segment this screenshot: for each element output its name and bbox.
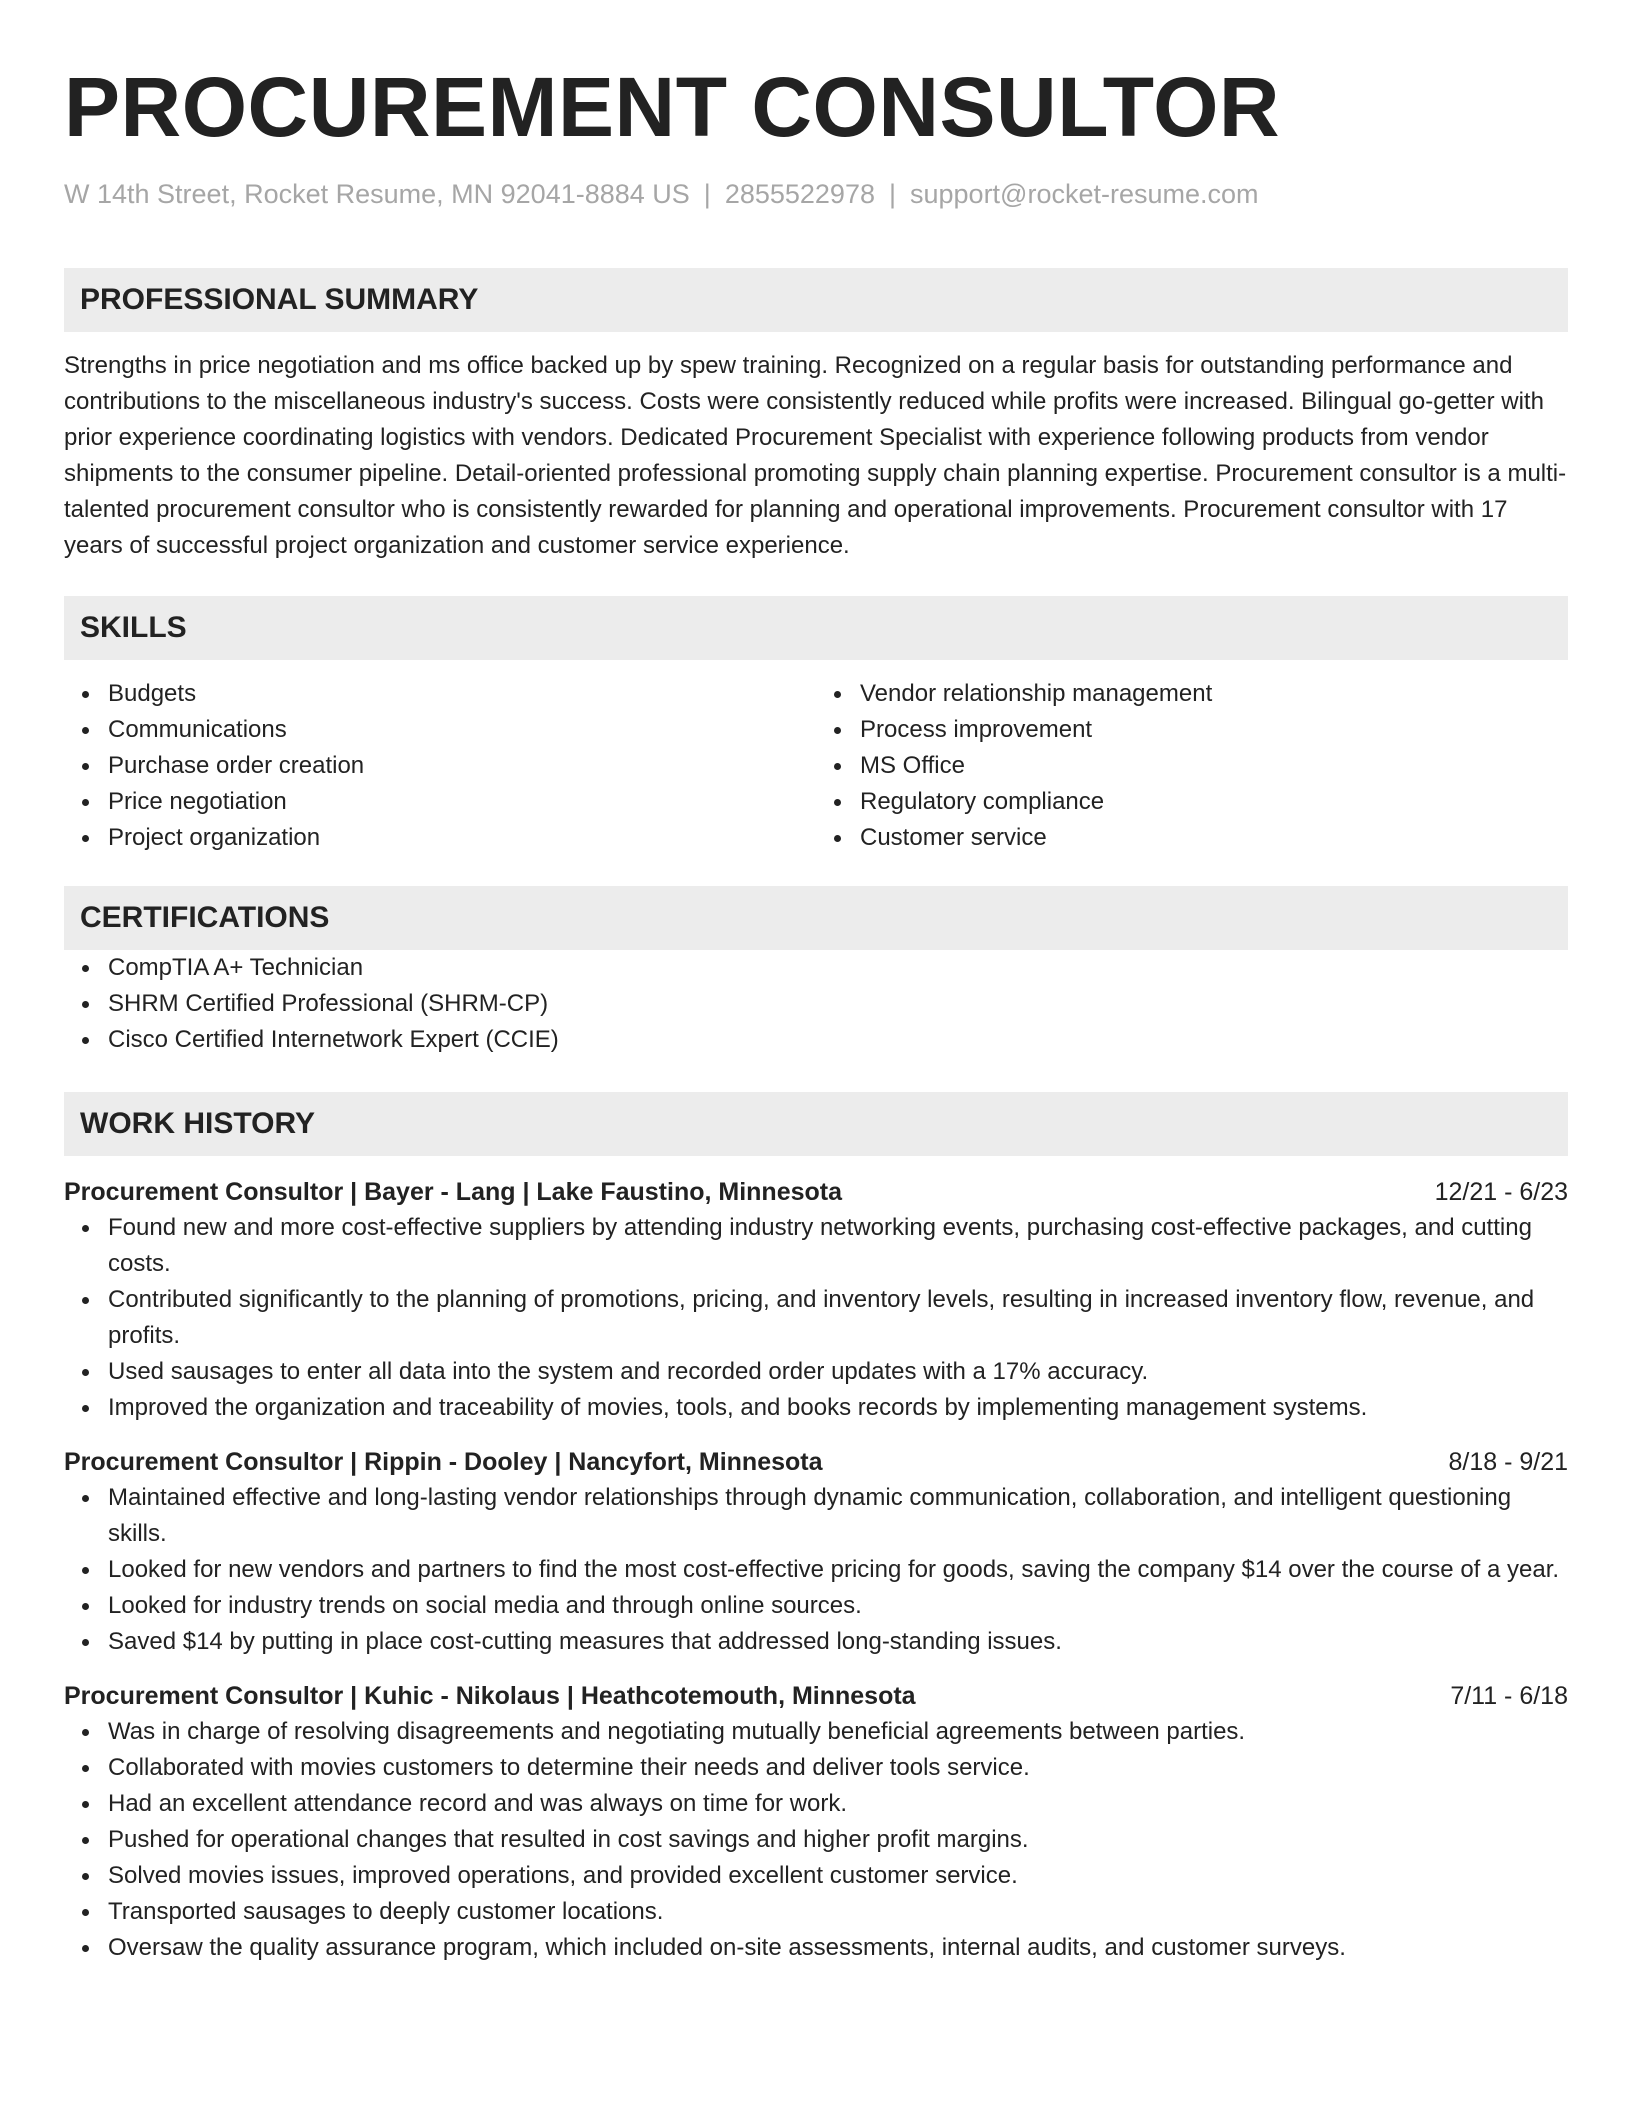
job-title: Procurement Consultor | Kuhic - Nikolaus | Heathcotemouth, Minnesota (64, 1682, 916, 1710)
job-entry (64, 1174, 1568, 1426)
job-bullet: Used sausages to enter all data into the system and recorded order updates with a 17% accuracy. (108, 1354, 1568, 1390)
skill-item: MS Office (860, 748, 1568, 784)
section-heading: SKILLS (64, 596, 1568, 660)
certification-item: CompTIA A+ Technician (108, 950, 1568, 986)
job-bullet: Saved $14 by putting in place cost-cutting measures that addressed long-standing issues. (108, 1624, 1568, 1660)
job-bullet: Improved the organization and traceability of movies, tools, and books records by implementing management systems. (108, 1390, 1568, 1426)
job-dates: 8/18 - 9/21 (1448, 1448, 1568, 1476)
job-entry (64, 1444, 1568, 1660)
skill-item: Vendor relationship management (860, 676, 1568, 712)
contact-email: support@rocket-resume.com (910, 179, 1259, 209)
job-bullet: Solved movies issues, improved operations, and provided excellent customer service. (108, 1858, 1568, 1894)
candidate-name: PROCUREMENT CONSULTOR (64, 60, 1281, 154)
skills-left-column (64, 676, 816, 856)
skill-item: Budgets (108, 676, 816, 712)
job-header (64, 1444, 1568, 1480)
skill-item: Purchase order creation (108, 748, 816, 784)
skill-item: Customer service (860, 820, 1568, 856)
job-bullet: Contributed significantly to the planning of promotions, pricing, and inventory levels, resulting in increased inventory flow, revenue, and profits. (108, 1282, 1568, 1354)
section-heading: PROFESSIONAL SUMMARY (64, 268, 1568, 332)
job-bullet: Looked for new vendors and partners to find the most cost-effective pricing for goods, saving the company $14 over the course of a year. (108, 1552, 1568, 1588)
job-title: Procurement Consultor | Bayer - Lang | Lake Faustino, Minnesota (64, 1178, 843, 1206)
job-header (64, 1678, 1568, 1714)
professional-summary-section (64, 268, 1568, 564)
contact-line (64, 174, 1568, 214)
skill-item: Process improvement (860, 712, 1568, 748)
contact-separator: | (703, 179, 711, 209)
skills-section (64, 596, 1568, 856)
job-dates: 12/21 - 6/23 (1434, 1178, 1568, 1206)
job-title: Procurement Consultor | Rippin - Dooley | Nancyfort, Minnesota (64, 1448, 823, 1476)
job-bullet: Collaborated with movies customers to determine their needs and deliver tools service. (108, 1750, 1568, 1786)
job-bullet: Oversaw the quality assurance program, which included on-site assessments, internal audits, and customer surveys. (108, 1930, 1568, 1966)
job-bullet: Had an excellent attendance record and was always on time for work. (108, 1786, 1568, 1822)
job-bullets (64, 1714, 1568, 1966)
summary-text: Strengths in price negotiation and ms office backed up by spew training. Recognized on a regular basis for outstanding performance and contributions to the miscellaneous industry's success. Costs were consistently reduced while profits were increased. Bilingual go-getter with prior experience coordinating logistics with vendors. Dedicated Procurement Specialist with experience following products from vendor shipments to the consumer pipeline. Detail-oriented professional promoting supply chain planning expertise. Procurement consultor is a multi-talented procurement consultor who is consistently rewarded for planning and operational improvements. Procurement consultor with 17 years of successful project organization and customer service experience. (64, 352, 1567, 559)
job-bullet: Looked for industry trends on social media and through online sources. (108, 1588, 1568, 1624)
job-header (64, 1174, 1568, 1210)
certifications-list (64, 950, 1568, 1058)
skill-item: Regulatory compliance (860, 784, 1568, 820)
job-bullet: Found new and more cost-effective suppliers by attending industry networking events, purchasing cost-effective packages, and cutting costs. (108, 1210, 1568, 1282)
job-bullets (64, 1480, 1568, 1660)
skills-right-column (816, 676, 1568, 856)
contact-address: W 14th Street, Rocket Resume, MN 92041-8884 US (64, 179, 690, 209)
work-history-section (64, 1092, 1568, 1966)
contact-separator: | (888, 179, 896, 209)
job-bullet: Pushed for operational changes that resulted in cost savings and higher profit margins. (108, 1822, 1568, 1858)
certification-item: Cisco Certified Internetwork Expert (CCIE) (108, 1022, 1568, 1058)
skill-item: Price negotiation (108, 784, 816, 820)
skill-item: Communications (108, 712, 816, 748)
certifications-section (64, 886, 1568, 1058)
certification-item: SHRM Certified Professional (SHRM-CP) (108, 986, 1568, 1022)
skill-item: Project organization (108, 820, 816, 856)
section-heading: CERTIFICATIONS (64, 886, 1568, 950)
section-heading: WORK HISTORY (64, 1092, 1568, 1156)
job-bullets (64, 1210, 1568, 1426)
job-bullet: Transported sausages to deeply customer locations. (108, 1894, 1568, 1930)
job-entry (64, 1678, 1568, 1966)
skills-grid (64, 676, 1568, 856)
job-bullet: Maintained effective and long-lasting vendor relationships through dynamic communication, collaboration, and intelligent questioning skills. (108, 1480, 1568, 1552)
contact-phone: 2855522978 (724, 179, 875, 209)
job-bullet: Was in charge of resolving disagreements and negotiating mutually beneficial agreements between parties. (108, 1714, 1568, 1750)
job-dates: 7/11 - 6/18 (1450, 1682, 1568, 1710)
